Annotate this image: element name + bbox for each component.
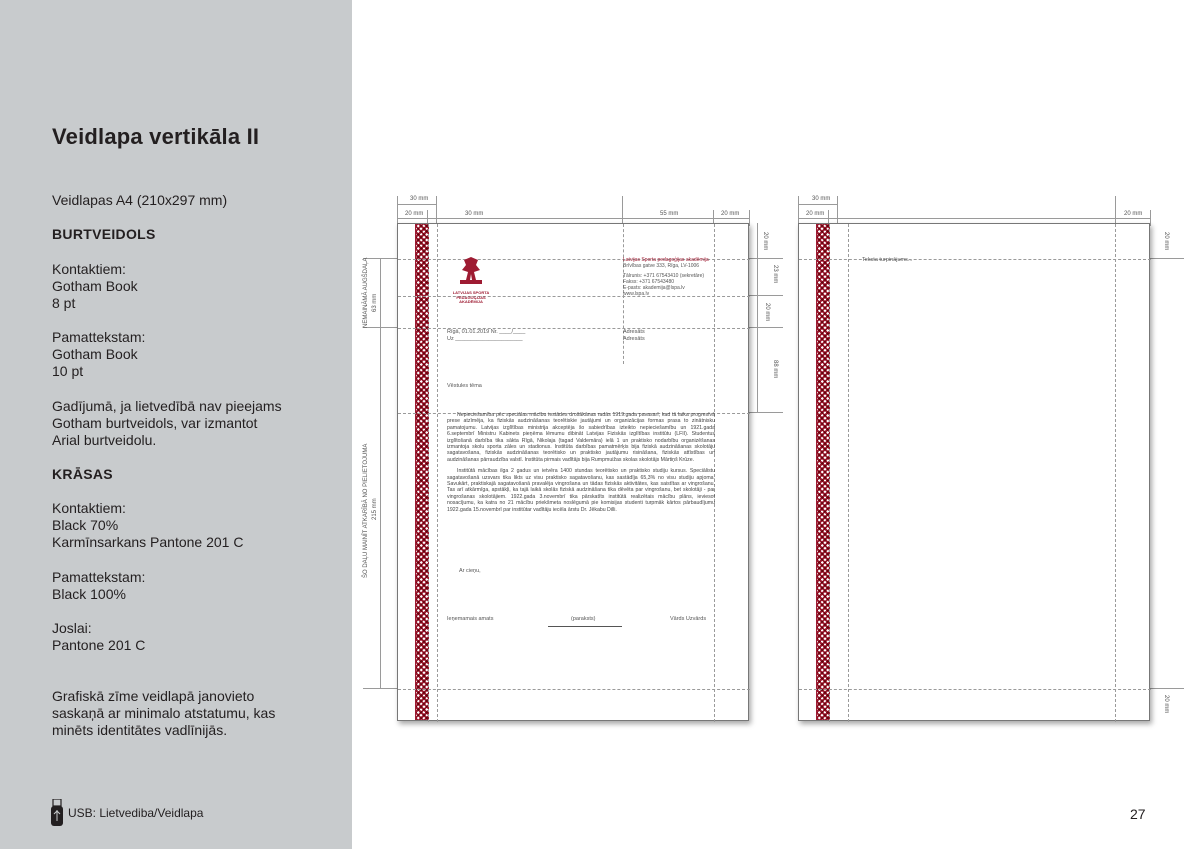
colors-contacts: Kontaktiem: Black 70% Karmīnsarkans Pantone 201 C xyxy=(52,500,244,550)
contact-phone: Tālrunis: +371 67543410 (sekretāre) xyxy=(623,273,705,279)
dim-top-20b: 20 mm xyxy=(721,211,740,217)
dim2-right-20: 20 mm xyxy=(1163,232,1169,251)
dim-top-30b: 30 mm xyxy=(465,211,484,217)
format-label: Veidlapas A4 (210x297 mm) xyxy=(52,192,228,208)
logo-note: Grafiskā zīme veidlapā janovieto saskaņā ar minimalo atstatumu, kas minēts identitātes vadlīnijās. xyxy=(52,688,276,738)
dim-top-30: 30 mm xyxy=(410,196,429,202)
dim2-top-30: 30 mm xyxy=(812,196,831,202)
letter-paragraph: Institūtā mācības ilga 2 gadus un ietvēra 1400 stundas teorētisko un praktisko studiju kursus. Speciālistu sagatavošanā uzsvars tika likts uz visu praktisko sagatavošanu, kas sastādīja 65,3% no visu studiju apjoma. Savukārt, praktiskajā sagatavošanā pravalēja vingrošana un tādas fiziskās aktivitātes, kas saistītas ar vingrošanu. Tas arī atkārmīga, apstākļi, ka tajā laikā skolās fiziskā audzināšana tika dēvēta par vingrošanu, bet skolotāji - par vingrošanas skolotājiem. 1922.gada 3.novembrī tika pārskatīts institūtā realizētais mācību plāns, ieviesot nosacījumu, ka katra no 21 mācību priekšmeta noslēgumā pie komisijas studenti turpmāk kārtos pārbaudījumu 1922.gada 15.novembrī par institūtar vadītāju iecēla ārstu Dr. Jēkabu Dilli. xyxy=(447,468,715,513)
addressee-block: Adresāts Adresāts xyxy=(623,329,645,342)
contact-fax: Fakss: +371 67543480 xyxy=(623,279,675,285)
signatory-name: Vārds Uzvārds xyxy=(670,616,707,622)
fonts-heading: BURTVEIDOLS xyxy=(52,226,156,242)
dim-right-20b: 20 mm xyxy=(764,303,770,322)
contact-org: Latvijas Sporta pedagoģijas akadēmija xyxy=(623,257,709,263)
usb-icon xyxy=(50,799,64,827)
colors-body: Pamattekstam: Black 100% xyxy=(52,569,146,602)
page-title: Veidlapa vertikāla II xyxy=(52,124,260,149)
signature-placeholder: (paraksts) xyxy=(571,616,596,622)
fonts-body: Pamattekstam: Gotham Book 10 pt xyxy=(52,329,146,379)
dim-right-20: 20 mm xyxy=(762,232,768,251)
dim-right-23: 23 mm xyxy=(772,265,778,284)
dim-top-20: 20 mm xyxy=(405,211,424,217)
colors-stripes: Joslai: Pantone 201 C xyxy=(52,620,146,653)
academy-logo xyxy=(446,256,496,304)
ornament-stripe xyxy=(415,224,429,720)
dim2-top-20: 20 mm xyxy=(806,211,825,217)
dim-top-55: 55 mm xyxy=(660,211,679,217)
letterhead-sheet-first xyxy=(397,223,749,721)
letterhead-sheet-continuation xyxy=(798,223,1150,721)
dim2-top-20b: 20 mm xyxy=(1124,211,1143,217)
info-sidebar xyxy=(0,0,352,849)
athlete-emblem-icon xyxy=(446,256,496,286)
fonts-contacts: Kontaktiem: Gotham Book 8 pt xyxy=(52,261,138,311)
contact-web: www.lspa.lv xyxy=(623,291,650,297)
continuation-placeholder: Teksta turpinājums... xyxy=(862,257,913,263)
letter-subject: Vēstules tēma xyxy=(447,383,482,389)
letter-body xyxy=(447,412,715,513)
dim-left-fixed-label: NEMAINĀMĀ AUGŠDAĻA xyxy=(363,257,369,328)
closing-line: Ar cieņu, xyxy=(459,568,481,574)
contact-address: Brīvības gatve 333, Rīga, LV-1006 xyxy=(623,263,700,269)
dim-left-215: 215 mm xyxy=(372,498,378,520)
dim-right-88: 88 mm xyxy=(772,360,778,379)
page-number: 27 xyxy=(1130,806,1146,822)
letter-paragraph: Nepieciešamība pēc speciālas mācību iestādes drošākānas radās 1919.gada pavasarī, kad tā laika progresīvā prese atzīmēja, ka fiziskās audzināšanas teorētiskie jautājumi un organizācijas formas prasa to zinātnisku pamatojumu. Latvijas izglītības ministrija akceptēja šo sabiedrības izteikto nepieciešamību un 1921.gada 6.septembrī Ministru Kabinets pieņēma lēmumu dibināt Latvijas Fiziskās izglītības institūtu (LFII). Studentus izglītošanā darbība tika sākta Rīgā, Nikolaja (tagad Valdemāra) ielā 1 un praktisko nodarbību organizēšanas izmantoja skolu sporta zāles un stadionus. Institūta darbības pamatmērķis bija fiziskā audzināšanas skolotāju sagatavošana, fiziskās audzināšanas teorētisko un praktisko jautājumu risināšana, fiziskās attīstības un audzināšanas pārraudzība valstī. Institūta pirmais vadītājs bija Rumpmuižas skolas skolotājs Mārtiņš Krūze. xyxy=(447,412,715,463)
reference-line: Uz ______________________ xyxy=(447,336,523,342)
dim-left-63: 63 mm xyxy=(372,293,378,312)
ornament-stripe xyxy=(816,224,830,720)
date-number-line: Rīgā, 01.01.2019 Nr. ____/____ xyxy=(447,329,526,335)
contact-email: E-pasts: akademija@lspa.lv xyxy=(623,285,685,291)
dim2-right-20b: 20 mm xyxy=(1163,695,1169,714)
usb-path-label: USB: Lietvediba/Veidlapa xyxy=(68,806,204,820)
logo-text: LATVIJAS SPORTA PEDAGOĢIJAS AKADĒMIJA xyxy=(452,290,490,304)
colors-heading: KRĀSAS xyxy=(52,466,113,482)
usb-path xyxy=(50,799,203,827)
dim-left-variable-label: ŠO DAĻU MAINĪT ATKARĪBĀ NO PIELIETOJUMA xyxy=(363,443,369,578)
signatory-position: Ieņemamais amats xyxy=(447,616,494,622)
fonts-note: Gadījumā, ja lietvedībā nav pieejams Gotham burtveidols, var izmantot Arial burtveidolu. xyxy=(52,398,282,448)
